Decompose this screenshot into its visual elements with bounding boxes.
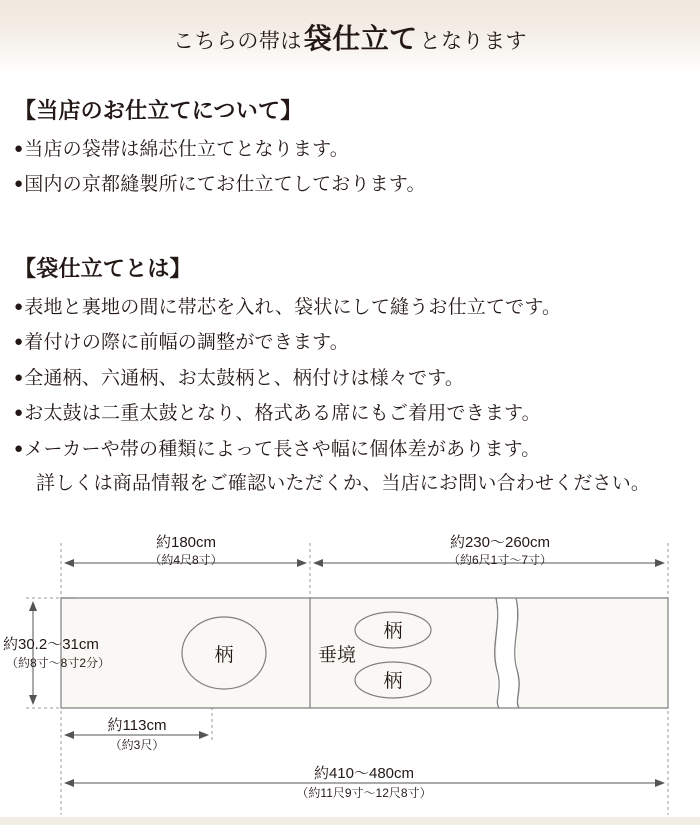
label-bottom-left-main: 約113cm <box>107 716 167 734</box>
dimension-height <box>26 598 61 708</box>
page-title-suffix: となります <box>419 29 527 53</box>
content-area <box>0 94 700 499</box>
bullet-item <box>14 328 686 357</box>
label-pattern-circle: 柄 <box>214 644 234 666</box>
bullet-text: 着付けの際に前幅の調整ができます。 <box>24 332 349 354</box>
bullet-item <box>14 170 686 199</box>
bullet-text: お太鼓は二重太鼓となり、格式ある席にもご着用できます。 <box>24 403 541 425</box>
label-pattern-oval-top: 柄 <box>383 620 403 642</box>
bullet-text: 表地と裏地の間に帯芯を入れ、袋状にして縫うお仕立てです。 <box>24 296 562 318</box>
bullet-dot-icon: ● <box>14 440 24 457</box>
obi-dimension-diagram <box>0 525 700 825</box>
bullet-item <box>14 135 686 164</box>
bullet-dot-icon: ● <box>14 405 24 422</box>
bullet-dot-icon: ● <box>14 141 24 157</box>
bullet-dot-icon: ● <box>14 334 24 351</box>
bullet-dot-icon: ● <box>14 298 24 315</box>
bullet-text: メーカーや帯の種類によって長さや幅に個体差があります。 <box>24 438 541 460</box>
bullet-item <box>14 364 686 393</box>
bullet-item <box>14 293 686 322</box>
label-top-right-sub: （約6尺1寸〜7寸） <box>447 552 553 567</box>
bullet-text: 国内の京都縫製所にてお仕立てしております。 <box>24 174 426 196</box>
bullet-note: 詳しくは商品情報をご確認いただくか、当店にお問い合わせください。 <box>36 473 651 495</box>
bullet-dot-icon: ● <box>14 369 24 386</box>
label-height-main: 約30.2〜31cm <box>3 635 99 653</box>
label-height-sub: （約8寸〜8寸2分） <box>6 655 111 670</box>
page-title-emphasis: 袋仕立て <box>303 24 418 55</box>
label-bottom-total-sub: （約11尺9寸〜12尺8寸） <box>296 785 432 800</box>
page-title <box>173 17 527 57</box>
label-pattern-oval-bottom: 柄 <box>383 670 403 692</box>
section-heading-what-is-fukuro: 【袋仕立てとは】 <box>14 255 192 281</box>
header-banner <box>0 0 700 74</box>
bullet-item <box>14 399 686 428</box>
bullet-text: 当店の袋帯は綿芯仕立てとなります。 <box>24 139 349 160</box>
label-top-left-main: 約180cm <box>155 533 217 551</box>
bullet-text: 全通柄、六通柄、お太鼓柄と、柄付けは様々です。 <box>24 367 465 389</box>
label-bottom-left-sub: （約3尺） <box>109 737 165 752</box>
bullet-item <box>14 435 686 464</box>
label-top-left-sub: （約4尺8寸） <box>149 552 223 567</box>
label-bottom-total-main: 約410〜480cm <box>313 764 415 782</box>
footer-rule <box>0 817 700 825</box>
bullet-dot-icon: ● <box>14 176 24 193</box>
label-top-right-main: 約230〜260cm <box>449 533 551 551</box>
section-heading-shop-tailoring: 【当店のお仕立てについて】 <box>14 98 303 123</box>
page-title-prefix: こちらの帯は <box>173 29 302 53</box>
label-seam: 垂境 <box>318 644 357 666</box>
